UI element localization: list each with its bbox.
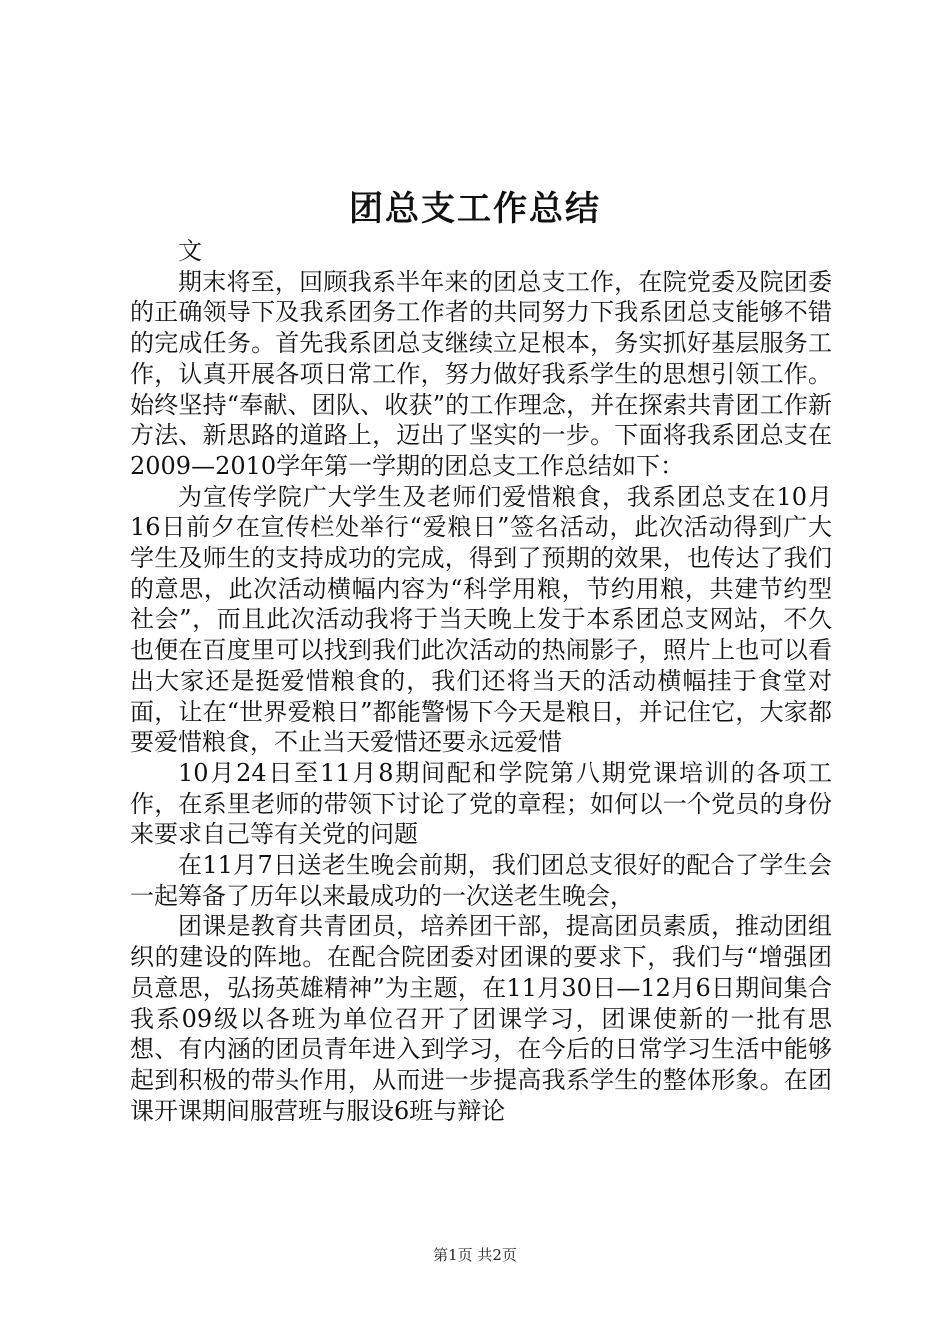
author-line: 文 <box>178 237 202 265</box>
paragraph-league-lesson: 团课是教育共青团员，培养团干部，提高团员素质，推动团组织的建设的阵地。在配合院团委对团课的要求下，我们与“增强团员意思，弘扬英雄精神”为主题，在11月30日—12月6日期间集合我系09级以各班为单位召开了团课学习，团课使新的一批有思想、有内涵的团员青年进入到学习，在今后的日常学习生活中能够起到积极的带头作用，从而进一步提高我系学生的整体形象。在团课开课期间服营班与服设6班与辩论 <box>130 912 832 1125</box>
paragraph-party-course: 10月24日至11月8期间配和学院第八期党课培训的各项工作，在系里老师的带领下讨论了党的章程；如何以一个党员的身份来要求自己等有关党的问题 <box>130 758 832 849</box>
document-title: 团总支工作总结 <box>349 189 601 229</box>
page-number-footer: 第1页 共2页 <box>433 1246 517 1264</box>
document-body <box>130 236 832 1126</box>
paragraph-grain-day: 为宣传学院广大学生及老师们爱惜粮食，我系团总支在10月16日前夕在宣传栏处举行“爱粮日”签名活动，此次活动得到广大学生及师生的支持成功的完成，得到了预期的效果，也传达了我们的意思，此次活动横幅内容为“科学用粮，节约用粮，共建节约型社会”，而且此次活动我将于当天晚上发于本系团总支网站，不久也便在百度里可以找到我们此次活动的热闹影子，照片上也可以看出大家还是挺爱惜粮食的，我们还将当天的活动横幅挂于食堂对面，让在“世界爱粮日”都能警惕下今天是粮日，并记住它，大家都要爱惜粮食，不止当天爱惜还要永远爱惜 <box>130 482 832 757</box>
paragraph-intro: 期末将至，回顾我系半年来的团总支工作，在院党委及院团委的正确领导下及我系团务工作者的共同努力下我系团总支能够不错的完成任务。首先我系团总支继续立足根本，务实抓好基层服务工作，认真开展各项日常工作，努力做好我系学生的思想引领工作。始终坚持“奉献、团队、收获”的工作理念，并在探索共青团工作新方法、新思路的道路上，迈出了坚实的一步。下面将我系团总支在2009—2010学年第一学期的团总支工作总结如下： <box>130 267 832 480</box>
paragraph-farewell-party: 在11月7日送老生晚会前期，我们团总支很好的配合了学生会一起筹备了历年以来最成功的一次送老生晚会， <box>130 851 832 910</box>
